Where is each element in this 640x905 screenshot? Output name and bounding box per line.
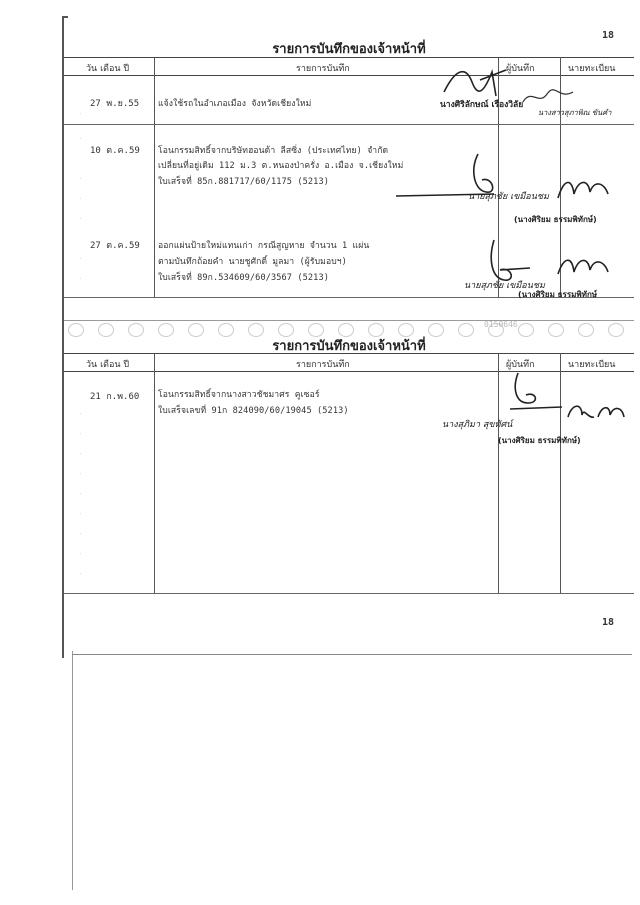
registrar-stamp: (นางศิริยม ธรรมพิทักษ์): [498, 436, 581, 445]
page-number: 18: [601, 30, 614, 41]
registrar-stamp: (นางศิริยม ธรรมพิทักษ์): [514, 215, 597, 224]
entry-text-line: โอนกรรมสิทธิ์จากบริษัทฮอนด้า ลีสซิ่ง (ประเทศไทย) จำกัด: [158, 146, 389, 156]
page-fold-line: [72, 654, 632, 655]
registrar-name: นางสาวสุภาพิณ ขันคำ: [538, 108, 612, 117]
recorder-signature: [436, 62, 516, 102]
entry-date: 10 ต.ค.59: [90, 146, 140, 156]
entry-text-line: ใบเสร็จที่ 85ก.881717/60/1175 (5213): [158, 177, 329, 187]
entry-text-line: เปลี่ยนที่อยู่เดิม 112 ม.3 ต.หนองป่าครั่ง อ.เมือง จ.เชียงใหม่: [158, 161, 404, 171]
recorder-stamp: นางศิริลักษณ์ เรืองวิลัย: [440, 100, 524, 110]
entry-text-line: ออกแผ่นป้ายใหม่แทนเก่า กรณีสูญหาย จำนวน 1 แผ่น: [158, 241, 370, 251]
recorder-name: นายสุภชัย เขมือนชม: [468, 192, 549, 202]
registrar-signature: [554, 252, 614, 282]
row-divider: [64, 124, 634, 125]
header-registrar: นายทะเบียน: [568, 360, 616, 370]
entry-text-line: โอนกรรมสิทธิ์จากนางสาวชัชมาศร คูเซอร์: [158, 390, 320, 400]
serial-number: 0150646: [484, 320, 518, 329]
entry-date: 27 ต.ค.59: [90, 241, 140, 251]
header-record: รายการบันทึก: [296, 360, 350, 370]
entry-date: 27 พ.ย.55: [90, 99, 140, 109]
recorder-name: นายสุภชัย เขมือนชม: [464, 281, 545, 291]
header-date: วัน เดือน ปี: [86, 360, 130, 370]
header-registrar: นายทะเบียน: [568, 64, 616, 74]
entry-date: 21 ก.พ.60: [90, 392, 140, 402]
registrar-signature: [554, 172, 614, 206]
header-recorder: ผู้บันทึก: [506, 360, 535, 370]
recorder-name: นางสุภิมา สุขทัศน์: [442, 420, 513, 430]
header-recorder: ผู้บันทึก: [506, 64, 535, 74]
column-divider: [154, 353, 155, 593]
page-number: 18: [601, 617, 614, 628]
header-date: วัน เดือน ปี: [86, 64, 130, 74]
header-record: รายการบันทึก: [296, 64, 350, 74]
page-title: รายการบันทึกของเจ้าหน้าที่: [272, 339, 426, 354]
table-header: [64, 57, 634, 76]
record-page-2: 0150646 รายการบันทึกของเจ้าหน้าที่ วัน เดือน ปี รายการบันทึก ผู้บันทึก นายทะเบียน · · · · · · · · · 21 ก.พ.60 โอนกรรมสิทธิ์จากนางสาวชัชมาศร คูเซอร์ ใบเสร็จเลขที่ 91ก 824090/60/19045 (5213) นางสุภิมา สุขทัศน์ (นางศิริยม ธรรมพิทักษ์) 18: [64, 320, 634, 651]
entry-text-line: แจ้งใช้รถในอำเภอเมือง จังหวัดเชียงใหม่: [158, 99, 312, 109]
registrar-signature: [564, 397, 628, 427]
page-title: รายการบันทึกของเจ้าหน้าที่: [272, 42, 426, 57]
entry-text-line: ใบเสร็จที่ 89ก.534609/60/3567 (5213): [158, 273, 329, 283]
entry-text-line: ตามบันทึกถ้อยคำ นายชูศักดิ์ มูลมา (ผู้รับมอบฯ): [158, 257, 347, 267]
registrar-signature: [519, 86, 579, 108]
scan-edge-lower: [72, 650, 73, 890]
column-divider: [498, 353, 499, 593]
record-page-1: รายการบันทึกของเจ้าหน้าที่ 18 วัน เดือน ปี รายการบันทึก ผู้บันทึก นายทะเบียน · · · · · · · 27 พ.ย.55 แจ้งใช้รถในอำเภอเมือง จังหวัดเชียงใหม่ นางศิริลักษณ์ เรืองวิลัย นางสาวสุภาพิณ ขันคำ 10 ต.ค.59 โอนกรรมสิทธิ์จากบริษัทฮอนด้า ลีสซิ่ง (ประเทศไทย) จำกัด เปลี่ยนที่อยู่เดิม 112 ม.3 ต.หนองป่าครั่ง อ.เมือง จ.เชียงใหม่ ใบเสร็จที่ 85ก.881717/60/1175 (5213) นายสุภชัย เขมือนชม (นางศิริยม ธรรมพิทักษ์) 27 ต.ค.59 ออกแผ่นป้ายใหม่แทนเก่า กรณีสูญหาย จำนวน 1 แผ่น ตามบันทึกถ้อยคำ นายชูศักดิ์ มูลมา (ผู้รับมอบฯ) ใบเสร็จที่ 89ก.534609/60/3567 (5213) นายสุภชัย เขมือนชม (นางศิริยม ธรรมพิทักษ์: [64, 26, 634, 326]
registrar-stamp: (นางศิริยม ธรรมพิทักษ์: [518, 290, 598, 299]
entry-text-line: ใบเสร็จเลขที่ 91ก 824090/60/19045 (5213): [158, 406, 349, 416]
column-divider: [154, 57, 155, 297]
row-divider: [64, 593, 634, 594]
recorder-signature: [506, 369, 566, 415]
